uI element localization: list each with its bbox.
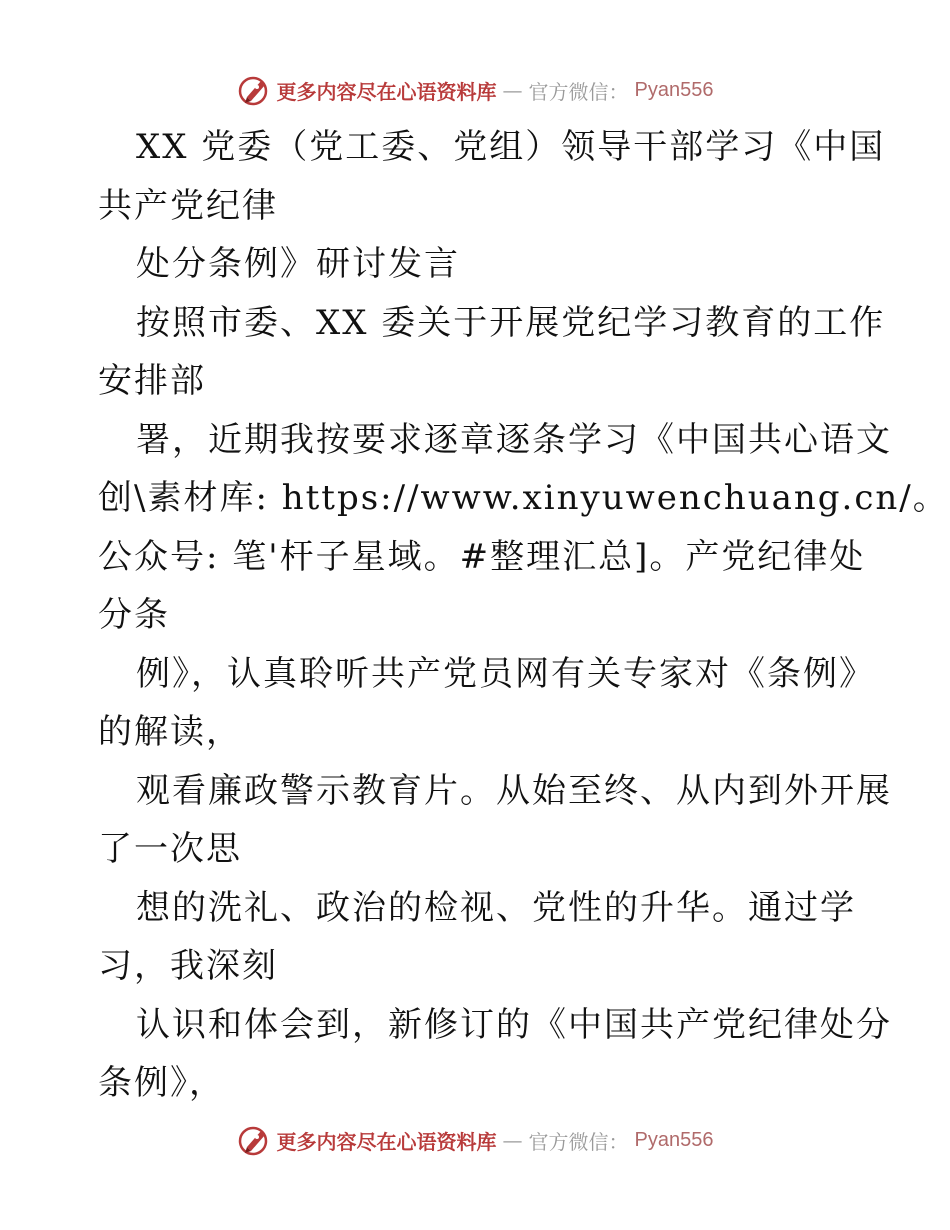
pen-logo-icon xyxy=(237,1123,271,1157)
text-line: 署，近期我按要求逐章逐条学习《中国共心语文 xyxy=(136,419,892,460)
text-line: 处分条例》研讨发言 xyxy=(136,244,460,284)
text-line: 按照市委、XX 委关于开展党纪学习教育的工作 xyxy=(136,302,886,343)
pen-logo-icon xyxy=(237,73,271,107)
text-line: 安排部 xyxy=(98,361,206,401)
watermark-site-text: 更多内容尽在心语资料库 xyxy=(276,79,497,104)
watermark-wechat-label: 官方微信： xyxy=(528,79,629,104)
text-line: 了一次思 xyxy=(98,829,242,869)
watermark-dash: — xyxy=(502,1128,523,1152)
text-line: XX 党委（党工委、党组）领导干部学习《中国 xyxy=(136,127,886,167)
watermark-dash: — xyxy=(502,78,523,102)
footer-watermark xyxy=(0,1120,950,1160)
text-line: 的解读， xyxy=(98,712,242,752)
watermark-site-text: 更多内容尽在心语资料库 xyxy=(276,1129,497,1154)
text-line: 想的洗礼、政治的检视、党性的升华。通过学 xyxy=(136,887,856,928)
watermark-wechat-id: Pyan556 xyxy=(634,78,714,101)
text-line: 创\素材库: https://www.xinyuwenchuang.cn/。 xyxy=(98,478,949,518)
header-watermark xyxy=(0,70,950,110)
text-line: 认识和体会到，新修订的《中国共产党纪律处分 xyxy=(136,1004,892,1045)
text-line: 分条 xyxy=(98,595,170,635)
text-line: 公众号: 笔'杆子星域。#整理汇总]。产党纪律处 xyxy=(98,536,866,577)
text-line: 条例》， xyxy=(98,1063,225,1103)
text-line: 观看廉政警示教育片。从始至终、从内到外开展 xyxy=(136,770,892,811)
text-line: 习，我深刻 xyxy=(98,946,278,986)
text-line: 例》，认真聆听共产党员网有关专家对《条例》 xyxy=(136,653,875,694)
watermark-wechat-label: 官方微信： xyxy=(528,1129,629,1154)
text-line: 共产党纪律 xyxy=(98,185,278,226)
document-body xyxy=(98,118,949,1113)
watermark-wechat-id: Pyan556 xyxy=(634,1128,714,1151)
